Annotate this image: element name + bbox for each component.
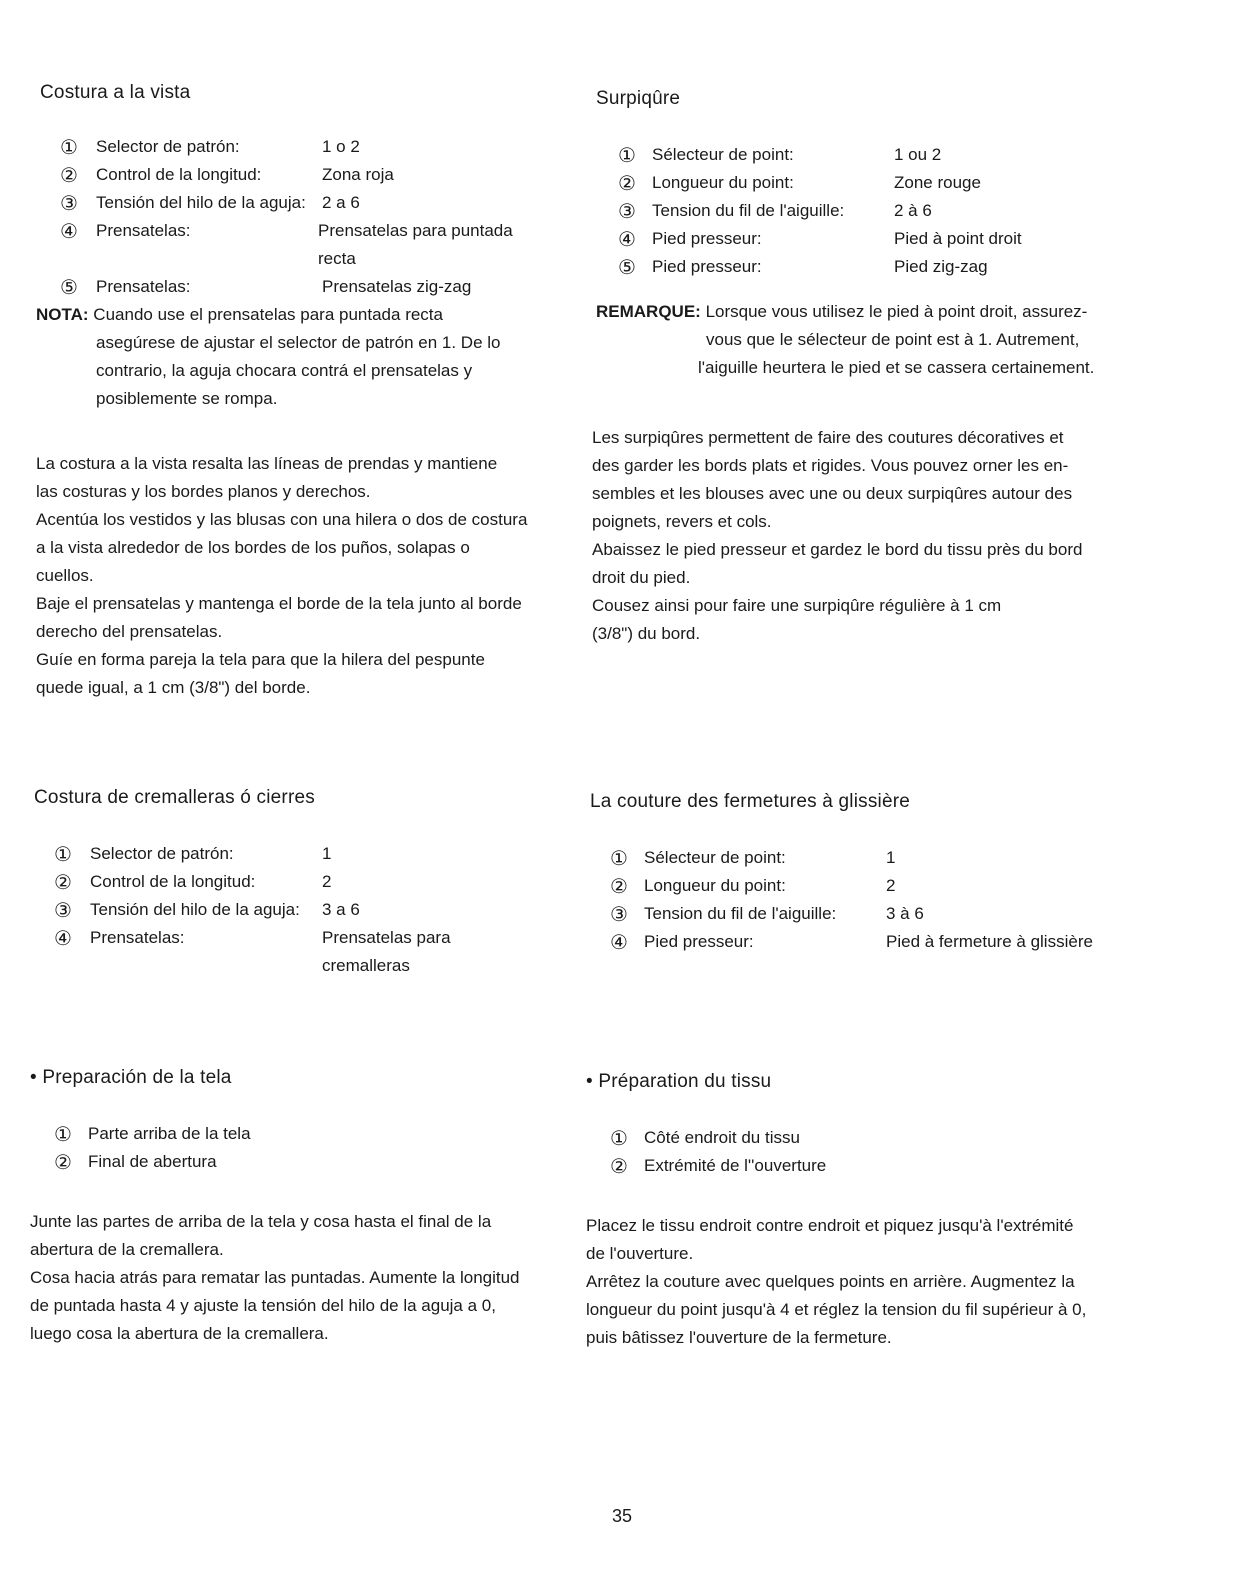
- item-label: Côté endroit du tissu: [644, 1128, 800, 1147]
- list-item: [54, 924, 544, 980]
- item-number: ①: [54, 842, 72, 866]
- item-label: Selector de patrón:: [96, 137, 240, 156]
- item-value: Zone rouge: [894, 173, 981, 192]
- item-label: Sélecteur de point:: [644, 848, 786, 867]
- item-number: ③: [610, 902, 628, 926]
- item-number: ①: [60, 135, 78, 159]
- item-label: Selector de patrón:: [90, 844, 234, 863]
- section-title: • Préparation du tissu: [586, 1071, 772, 1092]
- section-title: Costura de cremalleras ó cierres: [34, 787, 315, 808]
- item-label: Tension du fil de l'aiguille:: [644, 904, 837, 923]
- item-value: 1 ou 2: [894, 145, 942, 164]
- item-number: ⑤: [60, 275, 78, 299]
- part-list: [54, 1120, 550, 1176]
- list-item: [610, 844, 1150, 872]
- body-line: Abaissez le pied presseur et gardez le bord du tissu près du bord: [592, 540, 1083, 559]
- list-item: [54, 1148, 550, 1176]
- item-number: ②: [610, 874, 628, 898]
- item-number: ④: [610, 930, 628, 954]
- note-line: posiblemente se rompa.: [96, 389, 278, 408]
- body-line: derecho del prensatelas.: [36, 622, 223, 641]
- list-item: [54, 896, 544, 924]
- body-text: [592, 424, 1136, 648]
- body-line: de puntada hasta 4 y ajuste la tensión del hilo de la aguja a 0,: [30, 1296, 496, 1315]
- list-item: [610, 900, 1150, 928]
- item-value: 3 à 6: [886, 904, 924, 923]
- note-line: contrario, la aguja chocara contrá el prensatelas y: [96, 361, 473, 380]
- item-value: Pied à point droit: [894, 229, 1022, 248]
- item-label: Sélecteur de point:: [652, 145, 794, 164]
- item-value: Pied zig-zag: [894, 257, 988, 276]
- item-value: 1: [322, 844, 332, 863]
- section-preparacion-tela: [30, 1067, 550, 1348]
- item-label: Prensatelas:: [90, 928, 185, 947]
- item-label: Extrémité de l''ouverture: [644, 1156, 827, 1175]
- item-number: ②: [618, 171, 636, 195]
- note-line: l'aiguille heurtera le pied et se cassera certainement.: [698, 358, 1095, 377]
- body-text: [30, 1208, 550, 1348]
- item-label: Control de la longitud:: [96, 165, 262, 184]
- body-line: puis bâtissez l'ouverture de la fermeture.: [586, 1328, 892, 1347]
- section-title: • Preparación de la tela: [30, 1067, 232, 1088]
- item-value-continued: cremalleras: [322, 956, 410, 975]
- body-line: poignets, revers et cols.: [592, 512, 772, 531]
- list-item: [618, 141, 1136, 169]
- section-preparation-tissu: [586, 1071, 1146, 1352]
- body-line: abertura de la cremallera.: [30, 1240, 224, 1259]
- item-value: Prensatelas para puntada: [318, 221, 513, 240]
- list-item: [60, 161, 550, 189]
- list-item: [618, 225, 1136, 253]
- item-label: Pied presseur:: [652, 257, 762, 276]
- item-number: ②: [610, 1154, 628, 1178]
- body-line: quede igual, a 1 cm (3/8") del borde.: [36, 678, 311, 697]
- item-label: Pied presseur:: [652, 229, 762, 248]
- settings-list: [54, 840, 544, 980]
- note-line: Lorsque vous utilisez le pied à point droit, assurez-: [705, 302, 1088, 321]
- body-line: Placez le tissu endroit contre endroit et piquez jusqu'à l'extrémité: [586, 1216, 1074, 1235]
- body-line: sembles et les blouses avec une ou deux surpiqûres autour des: [592, 484, 1073, 503]
- item-label: Prensatelas:: [96, 221, 191, 240]
- item-label: Parte arriba de la tela: [88, 1124, 251, 1143]
- list-item: [54, 868, 544, 896]
- body-line: a la vista alrededor de los bordes de los puños, solapas o: [36, 538, 470, 557]
- item-number: ①: [54, 1122, 72, 1146]
- item-value: 2: [886, 876, 896, 895]
- item-value: Prensatelas zig-zag: [322, 277, 472, 296]
- item-label: Prensatelas:: [96, 277, 191, 296]
- list-item: [618, 197, 1136, 225]
- body-line: droit du pied.: [592, 568, 691, 587]
- item-value: 2 a 6: [322, 193, 360, 212]
- item-number: ①: [610, 846, 628, 870]
- list-item: [54, 1120, 550, 1148]
- item-number: ③: [60, 191, 78, 215]
- list-item: [610, 1152, 1146, 1180]
- body-line: Guíe en forma pareja la tela para que la hilera del pespunte: [36, 650, 485, 669]
- item-label: Longueur du point:: [644, 876, 786, 895]
- body-line: Arrêtez la couture avec quelques points en arrière. Augmentez la: [586, 1272, 1075, 1291]
- body-text: [586, 1212, 1146, 1352]
- item-value: 1: [886, 848, 896, 867]
- list-item: [60, 133, 550, 161]
- list-item: [60, 189, 550, 217]
- item-number: ④: [618, 227, 636, 251]
- list-item: [618, 169, 1136, 197]
- item-label: Control de la longitud:: [90, 872, 256, 891]
- list-item: [610, 928, 1150, 956]
- item-label: Longueur du point:: [652, 173, 794, 192]
- note: [36, 301, 550, 413]
- section-costura-vista: [36, 82, 550, 702]
- settings-list: [618, 141, 1136, 281]
- section-title: Costura a la vista: [40, 82, 191, 103]
- item-value: Zona roja: [322, 165, 394, 184]
- list-item: [54, 840, 544, 868]
- note-line: vous que le sélecteur de point est à 1. Autrement,: [706, 330, 1080, 349]
- body-line: longueur du point jusqu'à 4 et réglez la tension du fil supérieur à 0,: [586, 1300, 1087, 1319]
- item-number: ①: [618, 143, 636, 167]
- body-line: Cosa hacia atrás para rematar las puntadas. Aumente la longitud: [30, 1268, 520, 1287]
- item-number: ④: [54, 926, 72, 950]
- item-value: Prensatelas para: [322, 928, 451, 947]
- item-number: ①: [610, 1126, 628, 1150]
- body-line: cuellos.: [36, 566, 94, 585]
- item-number: ②: [60, 163, 78, 187]
- item-number: ⑤: [618, 255, 636, 279]
- section-title: La couture des fermetures à glissière: [590, 791, 910, 812]
- body-line: Baje el prensatelas y mantenga el borde de la tela junto al borde: [36, 594, 522, 613]
- item-label: Tensión del hilo de la aguja:: [96, 193, 306, 212]
- item-number: ②: [54, 1150, 72, 1174]
- item-label: Tension du fil de l'aiguille:: [652, 201, 845, 220]
- note-label: NOTA:: [36, 305, 89, 324]
- item-label: Pied presseur:: [644, 932, 754, 951]
- body-line: des garder les bords plats et rigides. Vous pouvez orner les en-: [592, 456, 1069, 475]
- body-line: Cousez ainsi pour faire une surpiqûre régulière à 1 cm: [592, 596, 1002, 615]
- section-surpiqure: [592, 88, 1136, 648]
- body-line: Junte las partes de arriba de la tela y cosa hasta el final de la: [30, 1212, 492, 1231]
- item-label: Final de abertura: [88, 1152, 217, 1171]
- note-line: Cuando use el prensatelas para puntada recta: [93, 305, 443, 324]
- section-costura-cremalleras: [34, 787, 544, 980]
- settings-list: [610, 844, 1150, 956]
- body-line: Acentúa los vestidos y las blusas con una hilera o dos de costura: [36, 510, 528, 529]
- note-label: REMARQUE:: [596, 302, 701, 321]
- note: [596, 298, 1136, 382]
- item-value: 3 a 6: [322, 900, 360, 919]
- body-line: Les surpiqûres permettent de faire des coutures décoratives et: [592, 428, 1064, 447]
- page-number: 35: [611, 1506, 633, 1526]
- part-list: [610, 1124, 1146, 1180]
- settings-list: [60, 133, 550, 301]
- item-value: 1 o 2: [322, 137, 360, 156]
- item-label: Tensión del hilo de la aguja:: [90, 900, 300, 919]
- section-title: Surpiqûre: [596, 88, 681, 109]
- item-number: ③: [54, 898, 72, 922]
- note-line: asegúrese de ajustar el selector de patrón en 1. De lo: [96, 333, 501, 352]
- list-item: [618, 253, 1136, 281]
- item-number: ④: [60, 219, 78, 243]
- item-value-continued: recta: [318, 249, 356, 268]
- item-number: ②: [54, 870, 72, 894]
- list-item: [60, 217, 550, 273]
- item-number: ③: [618, 199, 636, 223]
- item-value: 2 à 6: [894, 201, 932, 220]
- list-item: [610, 1124, 1146, 1152]
- body-line: de l'ouverture.: [586, 1244, 694, 1263]
- body-line: las costuras y los bordes planos y derechos.: [36, 482, 371, 501]
- body-line: La costura a la vista resalta las líneas de prendas y mantiene: [36, 454, 498, 473]
- item-value: 2: [322, 872, 332, 891]
- body-line: (3/8") du bord.: [592, 624, 701, 643]
- item-value: Pied à fermeture à glissière: [886, 932, 1093, 951]
- list-item: [610, 872, 1150, 900]
- list-item: [60, 273, 550, 301]
- section-fermetures-glissiere: [590, 791, 1150, 956]
- body-line: luego cosa la abertura de la cremallera.: [30, 1324, 329, 1343]
- body-text: [36, 450, 550, 702]
